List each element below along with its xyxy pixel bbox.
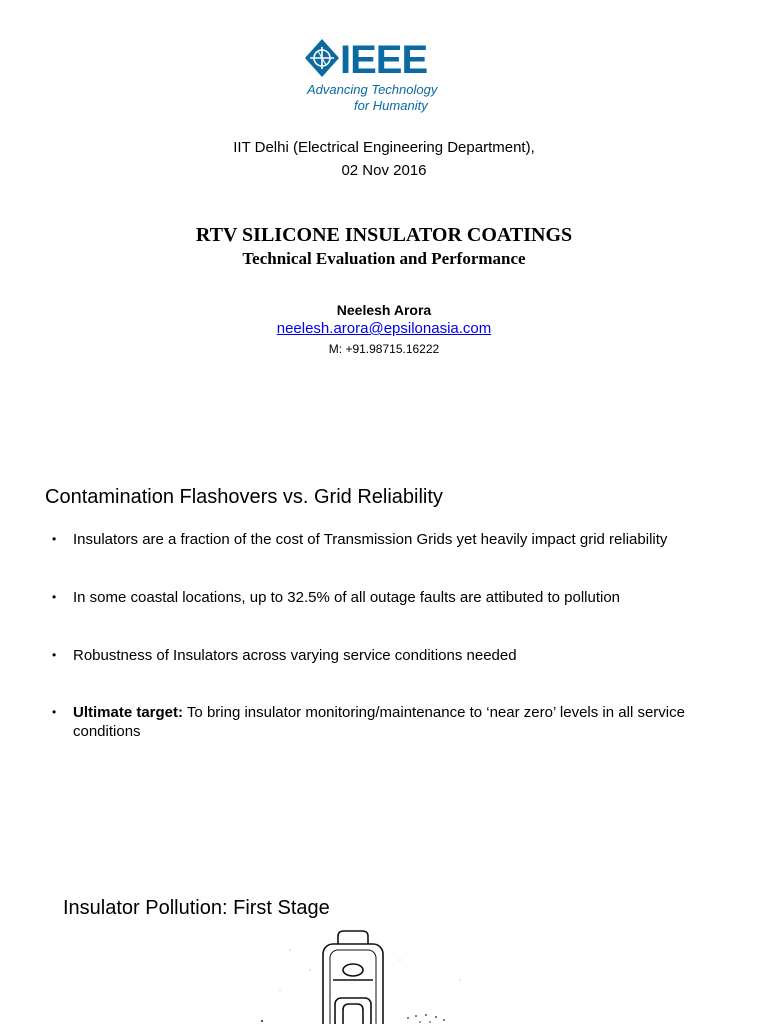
author-name: Neelesh Arora bbox=[336, 302, 432, 318]
bullet-text bbox=[73, 703, 722, 741]
bullet-dot-icon: • bbox=[52, 590, 57, 604]
presentation-title: RTV SILICONE INSULATOR COATINGS bbox=[195, 224, 573, 246]
author-phone: M: +91.98715.16222 bbox=[328, 342, 440, 356]
bullet-item bbox=[52, 530, 722, 549]
insulator-drawing-icon bbox=[230, 930, 510, 1024]
bullet-rest-text: To bring insulator monitoring/maintenance to ‘near zero’ levels in all service conditions bbox=[73, 704, 685, 740]
bullet-text: In some coastal locations, up to 32.5% of all outage faults are attibuted to pollution bbox=[73, 589, 621, 606]
bullet-text: Insulators are a fraction of the cost of Transmission Grids yet heavily impact grid reliability bbox=[73, 531, 668, 548]
event-info bbox=[0, 136, 768, 182]
presentation-subtitle: Technical Evaluation and Performance bbox=[242, 249, 526, 268]
ieee-tagline-line2: for Humanity bbox=[354, 98, 428, 113]
bullet-item bbox=[52, 588, 722, 607]
event-line-1: IIT Delhi (Electrical Engineering Department), bbox=[233, 139, 535, 156]
bullet-text: Robustness of Insulators across varying service conditions needed bbox=[73, 647, 517, 664]
event-date: 02 Nov 2016 bbox=[341, 162, 427, 179]
ieee-diamond-icon bbox=[304, 38, 340, 78]
ieee-tagline-line1: Advancing Technology bbox=[307, 82, 438, 97]
bullet-bold-lead: Ultimate target: bbox=[73, 704, 184, 721]
bullet-dot-icon: • bbox=[52, 705, 57, 719]
ieee-wordmark: IEEE bbox=[340, 38, 428, 82]
author-email bbox=[0, 319, 768, 338]
email-link[interactable]: neelesh.arora@epsilonasia.com bbox=[276, 320, 492, 337]
bullet-item bbox=[52, 646, 722, 665]
slide3-title: Insulator Pollution: First Stage bbox=[63, 897, 330, 919]
bullet-dot-icon: • bbox=[52, 532, 57, 546]
ieee-logo bbox=[304, 38, 444, 114]
slide2-title: Contamination Flashovers vs. Grid Reliability bbox=[45, 486, 443, 508]
bullet-dot-icon: • bbox=[52, 648, 57, 662]
bullet-item bbox=[52, 703, 722, 741]
